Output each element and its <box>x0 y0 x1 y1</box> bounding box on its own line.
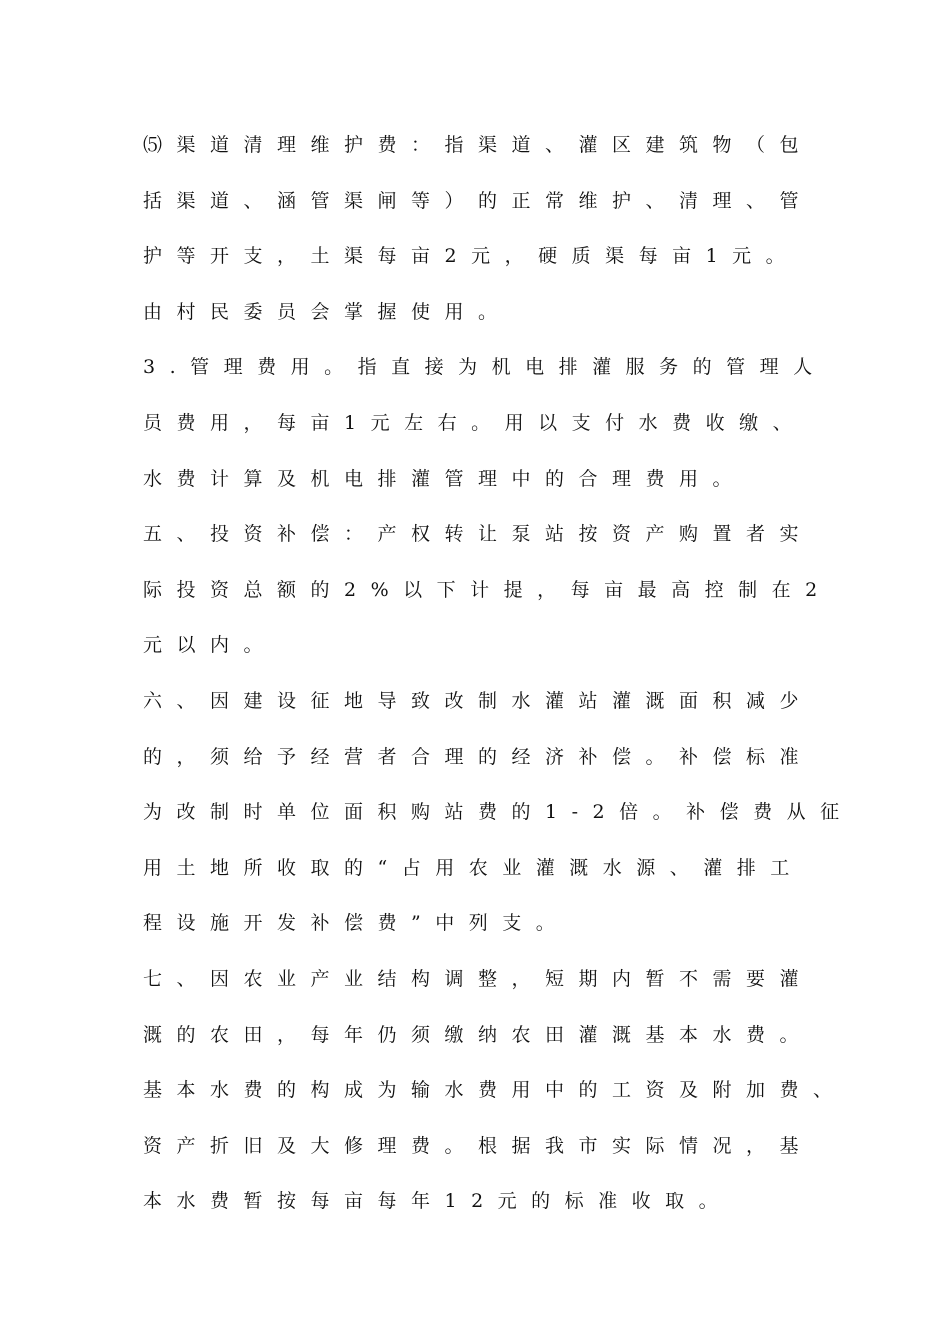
text-line-4: 由村民委员会掌握使用。 <box>143 300 512 323</box>
text-line-13: 为改制时单位面积购站费的1-2倍。补偿费从征 <box>143 801 854 824</box>
text-line-8: 五、投资补偿：产权转让泵站按资产购置者实 <box>143 523 814 546</box>
text-line-9: 际投资总额的2%以下计提，每亩最高控制在2 <box>143 578 832 601</box>
text-line-1: ⑸渠道清理维护费：指渠道、灌区建筑物（包 <box>143 134 814 156</box>
text-line-11: 六、因建设征地导致改制水灌站灌溉面积减少 <box>143 689 814 712</box>
text-line-15: 程设施开发补偿费”中列支。 <box>143 912 570 935</box>
text-line-5: 3.管理费用。指直接为机电排灌服务的管理人 <box>143 356 827 379</box>
text-line-2: 括渠道、涵管渠闸等）的正常维护、清理、管 <box>143 189 814 212</box>
text-line-19: 资产折旧及大修理费。根据我市实际情况，基 <box>143 1134 814 1157</box>
text-line-3: 护等开支，土渠每亩2元，硬质渠每亩1元。 <box>143 245 800 268</box>
text-line-20: 本水费暂按每亩每年12元的标准收取。 <box>143 1190 733 1213</box>
text-line-10: 元以内。 <box>143 634 278 657</box>
body-text <box>143 126 854 1238</box>
text-line-14: 用土地所收取的“占用农业灌溉水源、灌排工 <box>143 856 804 879</box>
text-line-7: 水费计算及机电排灌管理中的合理费用。 <box>143 467 747 490</box>
text-line-6: 员费用，每亩1元左右。用以支付水费收缴、 <box>143 411 807 434</box>
text-line-16: 七、因农业产业结构调整，短期内暂不需要灌 <box>143 967 814 990</box>
text-line-17: 溉的农田，每年仍须缴纳农田灌溉基本水费。 <box>143 1023 814 1046</box>
text-line-18: 基本水费的构成为输水费用中的工资及附加费、 <box>143 1079 847 1102</box>
text-line-12: 的，须给予经营者合理的经济补偿。补偿标准 <box>143 745 814 768</box>
